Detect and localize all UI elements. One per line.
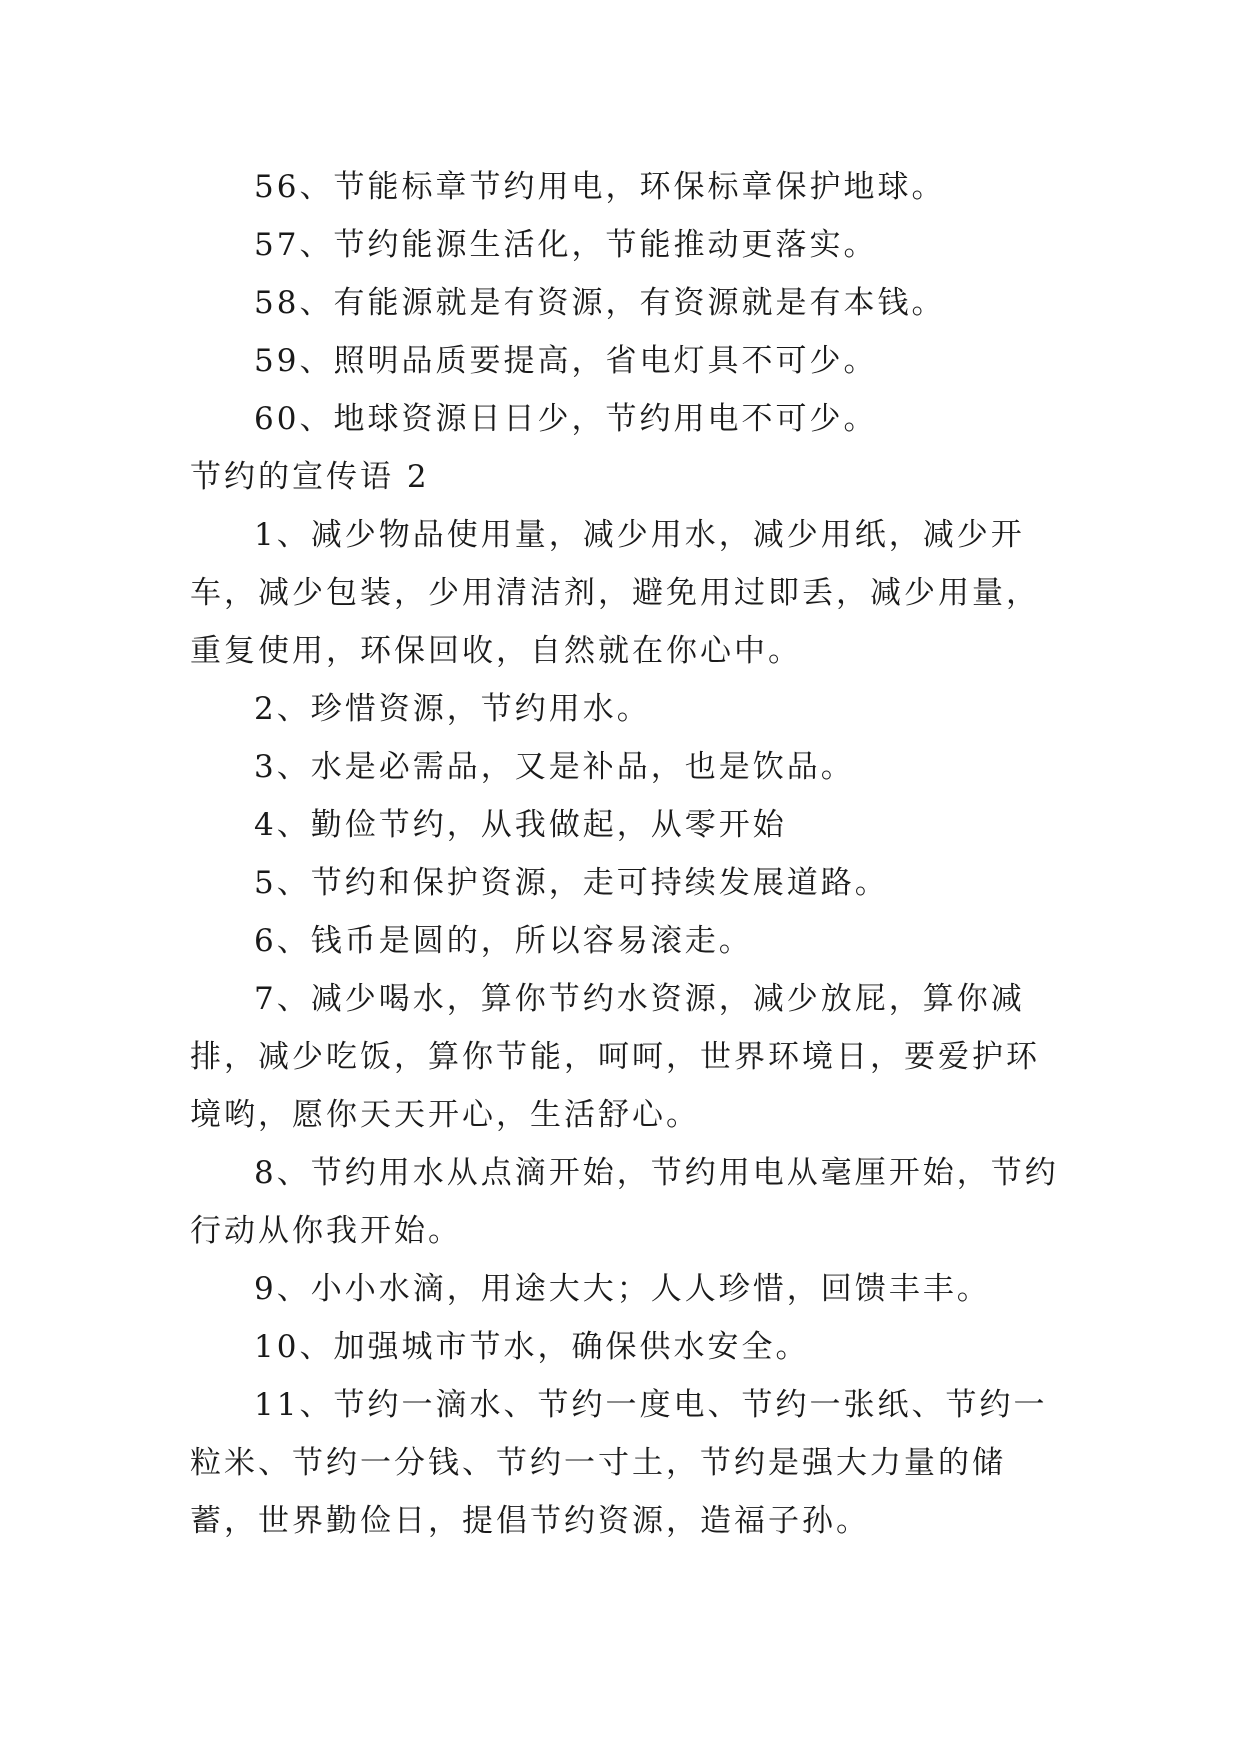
paragraph-58: 58、有能源就是有资源，有资源就是有本钱。	[254, 285, 946, 321]
paragraph-6: 6、钱币是圆的，所以容易滚走。	[254, 923, 753, 959]
paragraph-5: 5、节约和保护资源，走可持续发展道路。	[254, 865, 889, 901]
paragraph-56: 56、节能标章节约用电，环保标章保护地球。	[254, 169, 946, 205]
paragraph-4: 4、勤俭节约，从我做起，从零开始	[254, 807, 787, 843]
paragraph-3: 3、水是必需品，又是补品，也是饮品。	[254, 749, 855, 785]
paragraph-7: 7、减少喝水，算你节约水资源，减少放屁，算你减排，减少吃饭，算你节能，呵呵，世界环境日，要爱护环境哟，愿你天天开心，生活舒心。	[190, 981, 1040, 1133]
paragraph-57: 57、节约能源生活化，节能推动更落实。	[254, 227, 878, 263]
paragraph-59: 59、照明品质要提高，省电灯具不可少。	[254, 343, 878, 379]
paragraph-8: 8、节约用水从点滴开始，节约用电从毫厘开始，节约行动从你我开始。	[190, 1155, 1059, 1249]
paragraph-10: 10、加强城市节水，确保供水安全。	[254, 1329, 810, 1365]
paragraph-9: 9、小小水滴，用途大大；人人珍惜，回馈丰丰。	[254, 1271, 991, 1307]
document-body	[190, 158, 1070, 1550]
paragraph-60: 60、地球资源日日少，节约用电不可少。	[254, 401, 878, 437]
section-title: 节约的宣传语 2	[190, 459, 430, 495]
paragraph-1: 1、减少物品使用量，减少用水，减少用纸，减少开车，减少包装，少用清洁剂，避免用过即丢，减少用量，重复使用，环保回收，自然就在你心中。	[190, 517, 1040, 669]
paragraph-11: 11、节约一滴水、节约一度电、节约一张纸、节约一粒米、节约一分钱、节约一寸土，节约是强大力量的储蓄，世界勤俭日，提倡节约资源，造福子孙。	[190, 1387, 1048, 1539]
paragraph-2: 2、珍惜资源，节约用水。	[254, 691, 651, 727]
